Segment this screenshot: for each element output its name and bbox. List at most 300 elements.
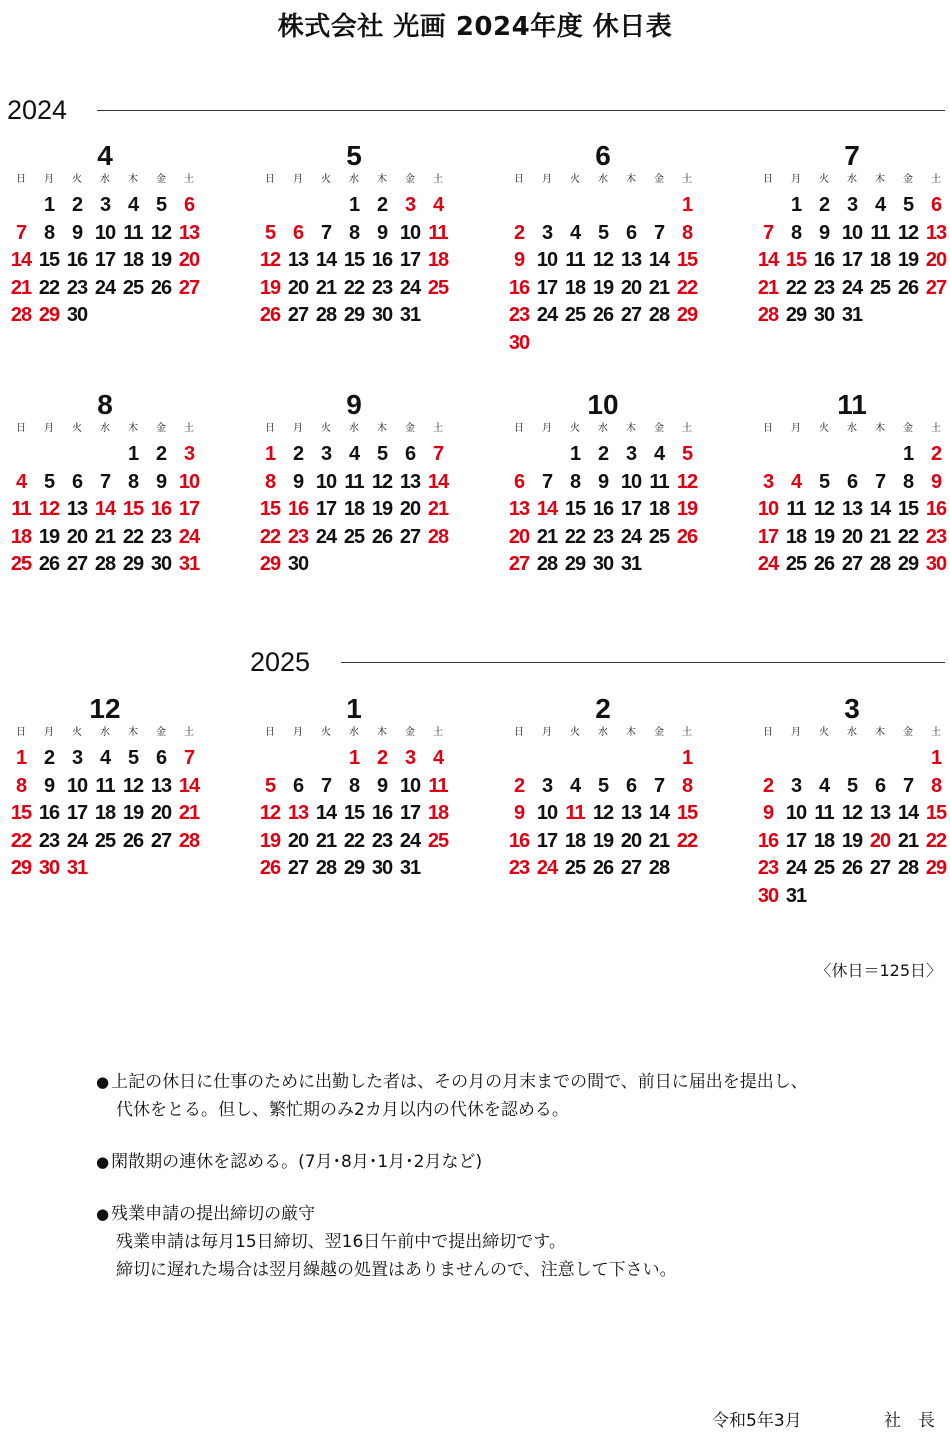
weekday-label: 土	[931, 423, 941, 434]
work-day: 26	[813, 553, 835, 575]
holiday-day: 16	[925, 498, 947, 520]
weekday-label: 火	[570, 423, 580, 434]
weekday-label: 月	[542, 727, 552, 738]
work-day: 8	[43, 221, 55, 244]
work-day: 31	[399, 304, 421, 326]
holiday-day: 7	[432, 443, 444, 465]
work-day: 10	[785, 802, 807, 824]
weekday-label: 日	[763, 174, 773, 185]
work-day: 9	[155, 470, 167, 493]
work-day: 30	[371, 304, 393, 326]
holiday-day: 15	[122, 498, 144, 520]
weekday-label: 月	[293, 727, 303, 738]
work-day: 12	[897, 221, 919, 244]
work-day: 19	[592, 829, 614, 852]
weekday-label: 土	[433, 423, 443, 434]
work-day: 14	[648, 802, 670, 824]
bullet-icon: ●	[96, 1205, 110, 1223]
holiday-day: 7	[762, 221, 774, 244]
holiday-day: 20	[869, 829, 891, 852]
holiday-day: 23	[925, 525, 947, 548]
holiday-day: 8	[681, 221, 693, 244]
work-day: 31	[785, 884, 807, 907]
weekday-label: 水	[349, 174, 359, 185]
month-calendar	[505, 140, 701, 357]
holiday-total: 〈休日＝125日〉	[815, 961, 942, 980]
month-number: 6	[595, 140, 611, 171]
holiday-day: 13	[508, 498, 530, 520]
work-day: 25	[869, 276, 891, 299]
work-day: 1	[348, 194, 360, 216]
work-day: 16	[813, 249, 835, 271]
weekday-label: 日	[265, 727, 275, 738]
work-day: 6	[625, 221, 637, 244]
work-day: 5	[155, 194, 167, 216]
work-day: 23	[592, 525, 614, 548]
holiday-day: 8	[15, 774, 27, 797]
holiday-day: 4	[15, 470, 27, 493]
work-day: 3	[71, 747, 83, 769]
holiday-day: 6	[930, 194, 942, 216]
holiday-day: 22	[259, 525, 281, 548]
day-grid	[256, 745, 452, 883]
work-day: 28	[536, 553, 558, 575]
holiday-day: 19	[259, 276, 281, 299]
work-day: 5	[902, 194, 914, 216]
work-day: 6	[874, 774, 886, 797]
day-grid	[754, 441, 950, 579]
work-day: 17	[841, 249, 863, 271]
holiday-day: 25	[427, 829, 449, 852]
weekday-label: 金	[405, 727, 415, 738]
work-day: 11	[649, 470, 669, 493]
empty-day-cell	[284, 745, 312, 773]
holiday-day: 9	[513, 249, 525, 271]
work-day: 2	[155, 443, 167, 465]
empty-day-cell	[505, 192, 533, 220]
month-number: 5	[346, 140, 362, 171]
weekday-header	[256, 421, 452, 441]
work-day: 29	[785, 304, 807, 326]
work-day: 4	[569, 774, 581, 797]
holiday-day: 30	[508, 331, 530, 354]
holiday-day: 11	[428, 774, 448, 797]
holiday-day: 14	[10, 249, 32, 271]
holiday-day: 2	[376, 747, 388, 769]
month-calendar	[7, 693, 203, 883]
holiday-day: 19	[676, 498, 698, 520]
weekday-label: 金	[156, 727, 166, 738]
weekday-label: 日	[265, 423, 275, 434]
weekday-label: 金	[156, 174, 166, 185]
holiday-day: 1	[930, 747, 942, 769]
work-day: 4	[348, 443, 360, 465]
work-day: 2	[376, 194, 388, 216]
weekday-label: 水	[100, 423, 110, 434]
empty-day-cell	[866, 441, 894, 469]
work-day: 3	[846, 194, 858, 216]
note-3	[96, 1200, 808, 1284]
work-day: 12	[592, 802, 614, 824]
work-day: 4	[653, 443, 665, 465]
weekday-header	[754, 172, 950, 192]
holiday-day: 1	[681, 194, 693, 216]
holiday-day: 4	[432, 194, 444, 216]
weekday-label: 火	[72, 727, 82, 738]
month-number: 11	[837, 389, 867, 420]
holiday-day: 15	[676, 249, 698, 271]
holiday-day: 29	[259, 553, 281, 575]
holiday-day: 22	[676, 829, 698, 852]
holiday-day: 27	[508, 553, 530, 575]
month-calendar	[505, 389, 701, 579]
holiday-day: 9	[762, 802, 774, 824]
holiday-day: 8	[930, 774, 942, 797]
empty-day-cell	[838, 745, 866, 773]
work-day: 28	[315, 304, 337, 326]
work-day: 25	[343, 525, 365, 548]
work-day: 14	[648, 249, 670, 271]
work-day: 9	[71, 221, 83, 244]
empty-day-cell	[35, 441, 63, 469]
day-grid	[7, 441, 203, 579]
weekday-label: 月	[791, 727, 801, 738]
weekday-header	[7, 725, 203, 745]
work-day: 9	[376, 774, 388, 797]
holiday-day: 26	[259, 304, 281, 326]
weekday-header	[7, 172, 203, 192]
month-number: 4	[97, 140, 113, 171]
empty-day-cell	[91, 441, 119, 469]
work-day: 27	[150, 829, 172, 852]
work-day: 8	[348, 774, 360, 797]
weekday-label: 月	[542, 174, 552, 185]
work-day: 2	[818, 194, 830, 216]
month-number: 10	[587, 389, 619, 420]
weekday-label: 水	[349, 727, 359, 738]
work-day: 24	[66, 829, 88, 852]
weekday-label: 土	[682, 423, 692, 434]
weekday-label: 月	[44, 174, 54, 185]
holiday-day: 25	[10, 553, 32, 575]
holiday-day: 5	[264, 774, 276, 797]
work-day: 9	[292, 470, 304, 493]
work-day: 26	[122, 829, 144, 852]
empty-day-cell	[617, 192, 645, 220]
work-day: 4	[874, 194, 886, 216]
work-day: 21	[869, 525, 891, 548]
work-day: 27	[841, 553, 863, 575]
weekday-label: 月	[293, 423, 303, 434]
empty-day-cell	[866, 745, 894, 773]
holiday-day: 18	[427, 802, 449, 824]
work-day: 17	[399, 802, 421, 824]
work-day: 13	[620, 249, 642, 271]
work-day: 22	[122, 525, 144, 548]
holiday-day: 12	[38, 498, 60, 520]
holiday-day: 1	[681, 747, 693, 769]
work-day: 24	[620, 525, 642, 548]
work-day: 12	[841, 802, 863, 824]
holiday-day: 3	[762, 470, 774, 493]
month-number: 3	[844, 693, 860, 724]
bullet-icon: ●	[96, 1073, 110, 1091]
work-day: 29	[897, 553, 919, 575]
day-grid	[7, 745, 203, 883]
holiday-day: 11	[428, 221, 448, 244]
weekday-label: 木	[128, 727, 138, 738]
work-day: 1	[127, 443, 139, 465]
holiday-day: 29	[38, 304, 60, 326]
holiday-day: 1	[348, 747, 360, 769]
work-day: 19	[38, 525, 60, 548]
work-day: 10	[399, 221, 421, 244]
holiday-day: 12	[259, 249, 281, 271]
weekday-header	[505, 421, 701, 441]
weekday-label: 金	[156, 423, 166, 434]
work-day: 28	[648, 857, 670, 879]
work-day: 26	[897, 276, 919, 299]
holiday-day: 21	[757, 276, 779, 299]
work-day: 6	[625, 774, 637, 797]
work-day: 21	[315, 276, 337, 299]
holiday-day: 28	[10, 304, 32, 326]
work-day: 30	[813, 304, 835, 326]
weekday-label: 日	[763, 423, 773, 434]
empty-day-cell	[810, 441, 838, 469]
weekday-label: 金	[654, 423, 664, 434]
holiday-day: 24	[178, 525, 200, 548]
work-day: 19	[841, 829, 863, 852]
month-calendar	[7, 389, 203, 579]
holiday-day: 3	[183, 443, 195, 465]
year-label-2025: 2025	[250, 647, 311, 677]
page-title: 株式会社 光画 2024年度 休日表	[277, 12, 673, 42]
weekday-label: 月	[791, 423, 801, 434]
work-day: 23	[813, 276, 835, 299]
work-day: 16	[38, 802, 60, 824]
holiday-day: 16	[287, 498, 309, 520]
work-day: 1	[569, 443, 581, 465]
work-day: 19	[122, 802, 144, 824]
work-day: 26	[592, 304, 614, 326]
work-day: 27	[66, 553, 88, 575]
weekday-label: 火	[72, 423, 82, 434]
work-day: 5	[127, 747, 139, 769]
work-day: 2	[43, 747, 55, 769]
work-day: 24	[536, 304, 558, 326]
weekday-label: 土	[433, 174, 443, 185]
weekday-label: 木	[377, 727, 387, 738]
work-day: 29	[343, 857, 365, 879]
work-day: 18	[564, 276, 586, 299]
work-day: 17	[785, 829, 807, 852]
work-day: 30	[592, 553, 614, 575]
work-day: 3	[541, 221, 553, 244]
work-day: 3	[790, 774, 802, 797]
month-number: 12	[89, 693, 121, 724]
day-grid	[256, 441, 452, 579]
work-day: 23	[371, 829, 393, 852]
empty-day-cell	[617, 745, 645, 773]
weekday-label: 日	[514, 727, 524, 738]
work-day: 20	[620, 829, 642, 852]
work-day: 21	[648, 276, 670, 299]
holiday-day: 29	[925, 857, 947, 879]
bullet-icon: ●	[96, 1153, 110, 1171]
work-day: 7	[902, 774, 914, 797]
holiday-day: 28	[427, 525, 449, 548]
work-day: 31	[399, 857, 421, 879]
weekday-label: 月	[44, 727, 54, 738]
weekday-label: 日	[265, 174, 275, 185]
work-day: 22	[343, 829, 365, 852]
month-number: 1	[346, 693, 362, 724]
empty-day-cell	[810, 745, 838, 773]
work-day: 29	[122, 553, 144, 575]
weekday-label: 火	[321, 423, 331, 434]
holiday-day: 12	[259, 802, 281, 824]
work-day: 15	[343, 249, 365, 271]
holiday-day: 6	[292, 221, 304, 244]
holiday-day: 13	[287, 802, 309, 824]
work-day: 7	[653, 774, 665, 797]
work-day: 8	[902, 470, 914, 493]
weekday-label: 火	[570, 727, 580, 738]
holiday-day: 15	[676, 802, 698, 824]
empty-day-cell	[561, 745, 589, 773]
work-day: 10	[841, 221, 863, 244]
work-day: 4	[99, 747, 111, 769]
work-day: 25	[648, 525, 670, 548]
work-day: 16	[371, 802, 393, 824]
holiday-day: 17	[757, 525, 779, 548]
work-day: 12	[592, 249, 614, 271]
work-day: 19	[150, 249, 172, 271]
work-day: 11	[786, 498, 806, 520]
month-calendar	[754, 140, 950, 330]
work-day: 13	[620, 802, 642, 824]
work-day: 19	[897, 249, 919, 271]
weekday-header	[754, 421, 950, 441]
holiday-day: 11	[565, 802, 585, 824]
work-day: 7	[541, 470, 553, 493]
month-calendar	[505, 693, 701, 883]
work-day: 15	[343, 802, 365, 824]
work-day: 28	[648, 304, 670, 326]
work-day: 12	[122, 774, 144, 797]
empty-day-cell	[838, 441, 866, 469]
work-day: 10	[66, 774, 88, 797]
work-day: 17	[94, 249, 116, 271]
work-day: 15	[38, 249, 60, 271]
work-day: 25	[564, 857, 586, 879]
work-day: 18	[343, 498, 365, 520]
holiday-day: 29	[676, 304, 698, 326]
holiday-day: 17	[178, 498, 200, 520]
note-1-line-2: 代休をとる。但し、繁忙期のみ2カ月以内の代休を認める。	[116, 1100, 569, 1120]
work-day: 17	[315, 498, 337, 520]
work-day: 20	[150, 802, 172, 824]
work-day: 21	[94, 525, 116, 548]
work-day: 9	[818, 221, 830, 244]
weekday-label: 木	[875, 174, 885, 185]
work-day: 28	[315, 857, 337, 879]
holiday-day: 16	[508, 829, 530, 852]
weekday-label: 土	[184, 174, 194, 185]
weekday-header	[256, 725, 452, 745]
weekday-label: 火	[321, 174, 331, 185]
work-day: 13	[399, 470, 421, 493]
empty-day-cell	[782, 441, 810, 469]
holiday-day: 20	[508, 525, 530, 548]
work-day: 10	[536, 802, 558, 824]
work-day: 20	[66, 525, 88, 548]
holiday-day: 8	[681, 774, 693, 797]
work-day: 5	[818, 470, 830, 493]
work-day: 21	[648, 829, 670, 852]
weekday-label: 月	[542, 423, 552, 434]
work-day: 1	[43, 194, 55, 216]
work-day: 14	[897, 802, 919, 824]
work-day: 14	[315, 249, 337, 271]
work-day: 1	[902, 443, 914, 465]
work-day: 13	[150, 774, 172, 797]
holiday-day: 29	[10, 857, 32, 879]
work-day: 10	[620, 470, 642, 493]
holiday-day: 8	[264, 470, 276, 493]
weekday-label: 金	[405, 423, 415, 434]
weekday-label: 日	[16, 174, 26, 185]
note-1-line-1: 上記の休日に仕事のために出勤した者は、その月の月末までの間で、前日に届出を提出し、	[111, 1072, 808, 1092]
holiday-day: 14	[178, 774, 200, 797]
holiday-day: 1	[264, 443, 276, 465]
work-day: 22	[564, 525, 586, 548]
year-divider-2024	[97, 110, 945, 111]
note-2-text: 閑散期の連休を認める。(7月･8月･1月･2月など)	[111, 1152, 483, 1172]
holiday-day: 20	[178, 249, 200, 271]
holiday-day: 3	[404, 194, 416, 216]
weekday-label: 金	[405, 174, 415, 185]
work-day: 24	[841, 276, 863, 299]
work-day: 20	[620, 276, 642, 299]
work-day: 12	[371, 470, 393, 493]
holiday-day: 24	[536, 857, 558, 879]
holiday-day: 21	[178, 802, 200, 824]
weekday-label: 火	[321, 727, 331, 738]
note-1	[96, 1068, 808, 1124]
work-day: 24	[785, 857, 807, 879]
work-day: 7	[653, 221, 665, 244]
work-day: 11	[814, 802, 834, 824]
work-day: 2	[292, 443, 304, 465]
work-day: 8	[569, 470, 581, 493]
holiday-day: 14	[536, 498, 558, 520]
holiday-day: 15	[10, 802, 32, 824]
work-day: 11	[344, 470, 364, 493]
month-calendar	[7, 140, 203, 330]
work-day: 23	[38, 829, 60, 852]
holiday-day: 13	[925, 221, 947, 244]
work-day: 15	[564, 498, 586, 520]
work-day: 8	[790, 221, 802, 244]
weekday-label: 土	[931, 174, 941, 185]
empty-day-cell	[754, 745, 782, 773]
work-day: 16	[371, 249, 393, 271]
work-day: 19	[371, 498, 393, 520]
holiday-day: 27	[925, 276, 947, 299]
holiday-day: 28	[178, 829, 200, 852]
